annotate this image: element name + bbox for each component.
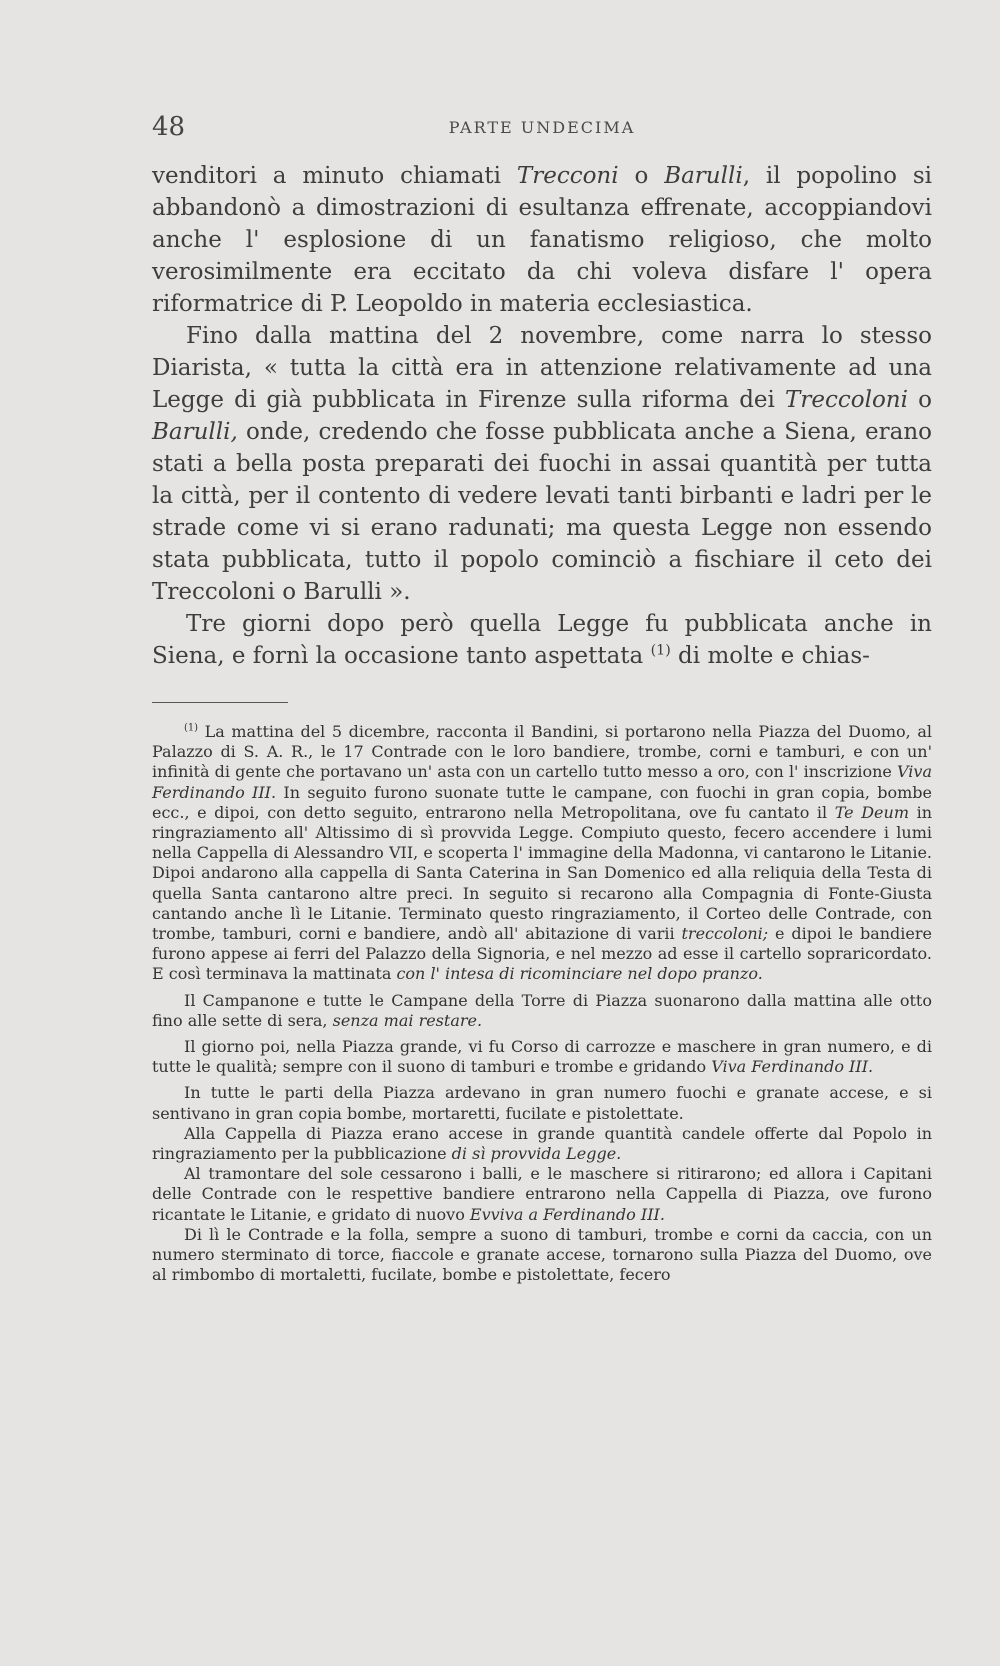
footnote-paragraph: Di lì le Contrade e la folla, sempre a suono di tamburi, trombe e corni da caccia, con un numero sterminato di torce, fiaccole e granate accese, tornarono sulla Piazza del Duomo, ove al rimbombo di mortaletti, fucilate, bombe e pistolettate, fecero — [152, 1224, 932, 1285]
footnote-1: $^{(1)}$ La mattina del 5 dicembre, racconta il Bandini, si portarono nella Piazza del Duomo, al Palazzo di S. A. R., le 17 Contrade con le loro bandiere, trombe, corni e tamburi, e con un' infinità di gente che portavano un' asta con un cartello tutto messo a oro, con l' inscrizione Viva Ferdinando III. In seguito furono suonate tutte le campane, con fuochi in gran copia, bombe ecc., e dipoi, con detto seguito, entrarono nella Metropolitana, ove fu cantato il Te Deum in ringraziamento all' Altissimo di sì provvida Legge. Compiuto questo, fecero accendere i lumi nella Cappella di Alessandro VII, e scoperta l' immagine della Madonna, vi cantarono le Litanie. Dipoi andarono alla cappella di Santa Caterina in San Domenico ed alla reliquia della Testa di quella Santa cantarono altre preci. In seguito si recarono alla Compagnia di Fonte-Giusta cantando anche lì le Litanie. Terminato questo ringraziamento, il Corteo delle Contrade, con trombe, tamburi, corni e bandiere, andò all' abitazione di varii treccoloni; e dipoi le bandiere furono appese ai ferri del Palazzo della Signoria, e nel mezzo ad esse il cartello sopraricordato. E così terminava la mattinata con l' intesa di ricominciare nel dopo pranzo. — [152, 722, 933, 984]
paragraph-1: venditori a minuto chiamati Trecconi o Barulli, il popolino si abbandonò a dimostrazioni di esultanza effrenate, accoppiandovi anche l' esplosione di un fanatismo religioso, che molto verosimilmente era eccitato da chi voleva disfare l' opera riformatrice di P. Leopoldo in materia ecclesiastica. — [152, 163, 932, 317]
paragraph-2: Fino dalla mattina del 2 novembre, come narra lo stesso Diarista, « tutta la città era in attenzione relativamente ad una Legge di già pubblicata in Firenze sulla riforma dei Treccoloni o Barulli, onde, credendo che fosse pubblicata anche a Siena, erano stati a bella posta preparati dei fuochi in assai quantità per tutta la città, per il contento di vedere levati tanti birbanti e ladri per le strade come vi si erano radunati; ma questa Legge non essendo stata pubblicata, tutto il popolo cominciò a fischiare il ceto dei Treccoloni o Barulli ». — [152, 323, 932, 605]
footnote-paragraph: Il giorno poi, nella Piazza grande, vi fu Corso di carrozze e maschere in gran numero, e di tutte le qualità; sempre con il suono di tamburi e trombe e gridando Viva Ferdinando III. — [152, 1037, 932, 1077]
page-header — [152, 112, 932, 146]
footnote-ref: (1) — [650, 642, 671, 659]
footnote-paragraph: In tutte le parti della Piazza ardevano in gran numero fuochi e granate accese, e si sentivano in gran copia bombe, mortaretti, fucilate e pistolettate. — [152, 1083, 932, 1123]
footnote-paragraph: Alla Cappella di Piazza erano accese in grande quantità candele offerte dal Popolo in ringraziamento per la pubblicazione di sì provvida Legge. — [152, 1123, 932, 1164]
paragraph-3: Tre giorni dopo però quella Legge fu pubblicata anche in Siena, e fornì la occasione tanto aspettata $^{(1)}$ di molte e chias- — [152, 611, 932, 669]
footnote-paragraph: Il Campanone e tutte le Campane della Torre di Piazza suonarono dalla mattina alle otto fino alle sette di sera, senza mai restare. — [152, 990, 932, 1030]
running-head: PARTE UNDECIMA — [448, 118, 636, 137]
page-number: 48 — [152, 112, 186, 142]
footnote-paragraph: Al tramontare del sole cessarono i balli, e le maschere si ritirarono; ed allora i Capitani delle Contrade con le respettive bandiere entrarono nella Cappella di Piazza, ove furono ricantate le Litanie, e gridato di nuovo Evviva a Ferdinando III. — [152, 1164, 932, 1224]
main-text — [152, 160, 932, 672]
footnote-separator — [152, 702, 288, 703]
footnotes — [152, 722, 932, 1285]
